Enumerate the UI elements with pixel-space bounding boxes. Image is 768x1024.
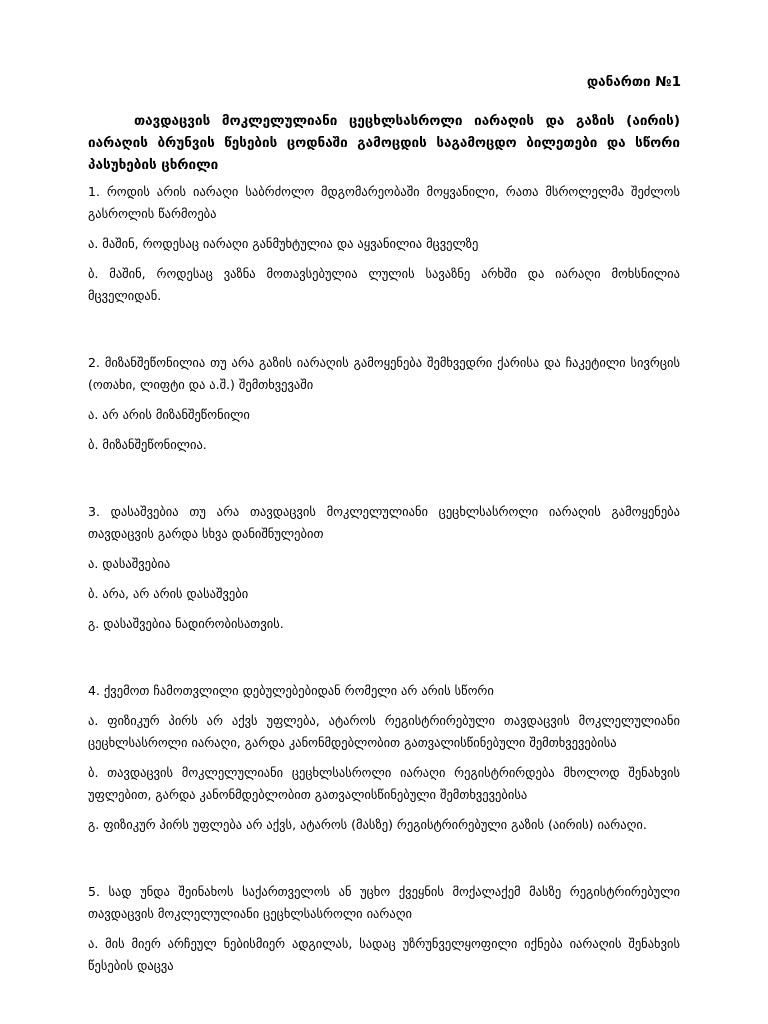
annex-label: დანართი №1 (586, 74, 681, 90)
question-block (88, 501, 680, 635)
answer-option: გ. დასაშვებია ნადირობისათვის. (88, 616, 284, 631)
answer-option: ბ. არა, არ არის დასაშვები (88, 586, 249, 601)
question-text: 3. დასაშვებია თუ არა თავდაცვის მოკლელულიანი ცეცხლსასროლი იარაღის გამოყენება თავდაცვის გარდა სხვა დანიშნულებით (88, 504, 680, 541)
answer-option: ბ. მიზანშეწონილია. (88, 437, 207, 452)
question-text: 4. ქვემოთ ჩამოთვლილი დებულებებიდან რომელი არ არის სწორი (88, 683, 494, 698)
question-block (88, 680, 680, 836)
answer-option: გ. ფიზიკურ პირს უფლება არ აქვს, ატაროს (მასზე) რეგისტრირებული გაზის (აირის) იარაღი. (88, 817, 647, 832)
question-block (88, 881, 680, 977)
answer-option: ა. ფიზიკურ პირს არ აქვს უფლება, ატაროს რეგისტრირებული თავდაცვის მოკლელულიანი ცეცხლსასროლი იარაღი, გარდა კანონმდებლობით გათვალისწინებული შემთხვევებისა (88, 713, 680, 750)
question-block (88, 181, 680, 307)
answer-option: ა. არ არის მიზანშეწონილი (88, 407, 250, 422)
answer-option: ბ. მაშინ, როდესაც ვაზნა მოთავსებულია ლულის სავაზნე არხში და იარაღი მოხსნილია მცველიდან. (88, 266, 680, 303)
answer-option: ბ. თავდაცვის მოკლელულიანი ცეცხლსასროლი იარაღი რეგისტრირდება მხოლოდ შენახვის უფლებით, გარდა კანონმდებლობით გათვალისწინებული შემთხვევებისა (88, 765, 680, 802)
answer-option: ა. მაშინ, როდესაც იარაღი განმუხტულია და აყვანილია მცველზე (88, 236, 479, 251)
question-block (88, 352, 680, 456)
answer-option: ა. დასაშვებია (88, 556, 171, 571)
document-title: თავდაცვის მოკლელულიანი ცეცხლსასროლი იარაღის და გაზის (აირის) იარაღის ბრუნვის წესების ცოდნაში გამოცდის საგამოცდო ბილეთები და სწორი პასუხების ცხრილი (88, 113, 680, 173)
question-text: 2. მიზანშეწონილია თუ არა გაზის იარაღის გამოყენება შემხვედრი ქარისა და ჩაკეტილი სივრცის (ოთახი, ლიფტი და ა.შ.) შემთხვევაში (88, 355, 680, 392)
question-text: 1. როდის არის იარაღი საბრძოლო მდგომარეობაში მოყვანილი, რათა მსროლელმა შეძლოს გასროლის წარმოება (88, 184, 680, 221)
answer-option: ა. მის მიერ არჩეულ ნებისმიერ ადგილას, სადაც უზრუნველყოფილი იქნება იარაღის შენახვის წესების დაცვა (88, 936, 680, 973)
question-text: 5. სად უნდა შეინახოს საქართველოს ან უცხო ქვეყნის მოქალაქემ მასზე რეგისტრირებული თავდაცვის მოკლელულიანი ცეცხლსასროლი იარაღი (88, 884, 680, 921)
questions-list (88, 181, 680, 985)
